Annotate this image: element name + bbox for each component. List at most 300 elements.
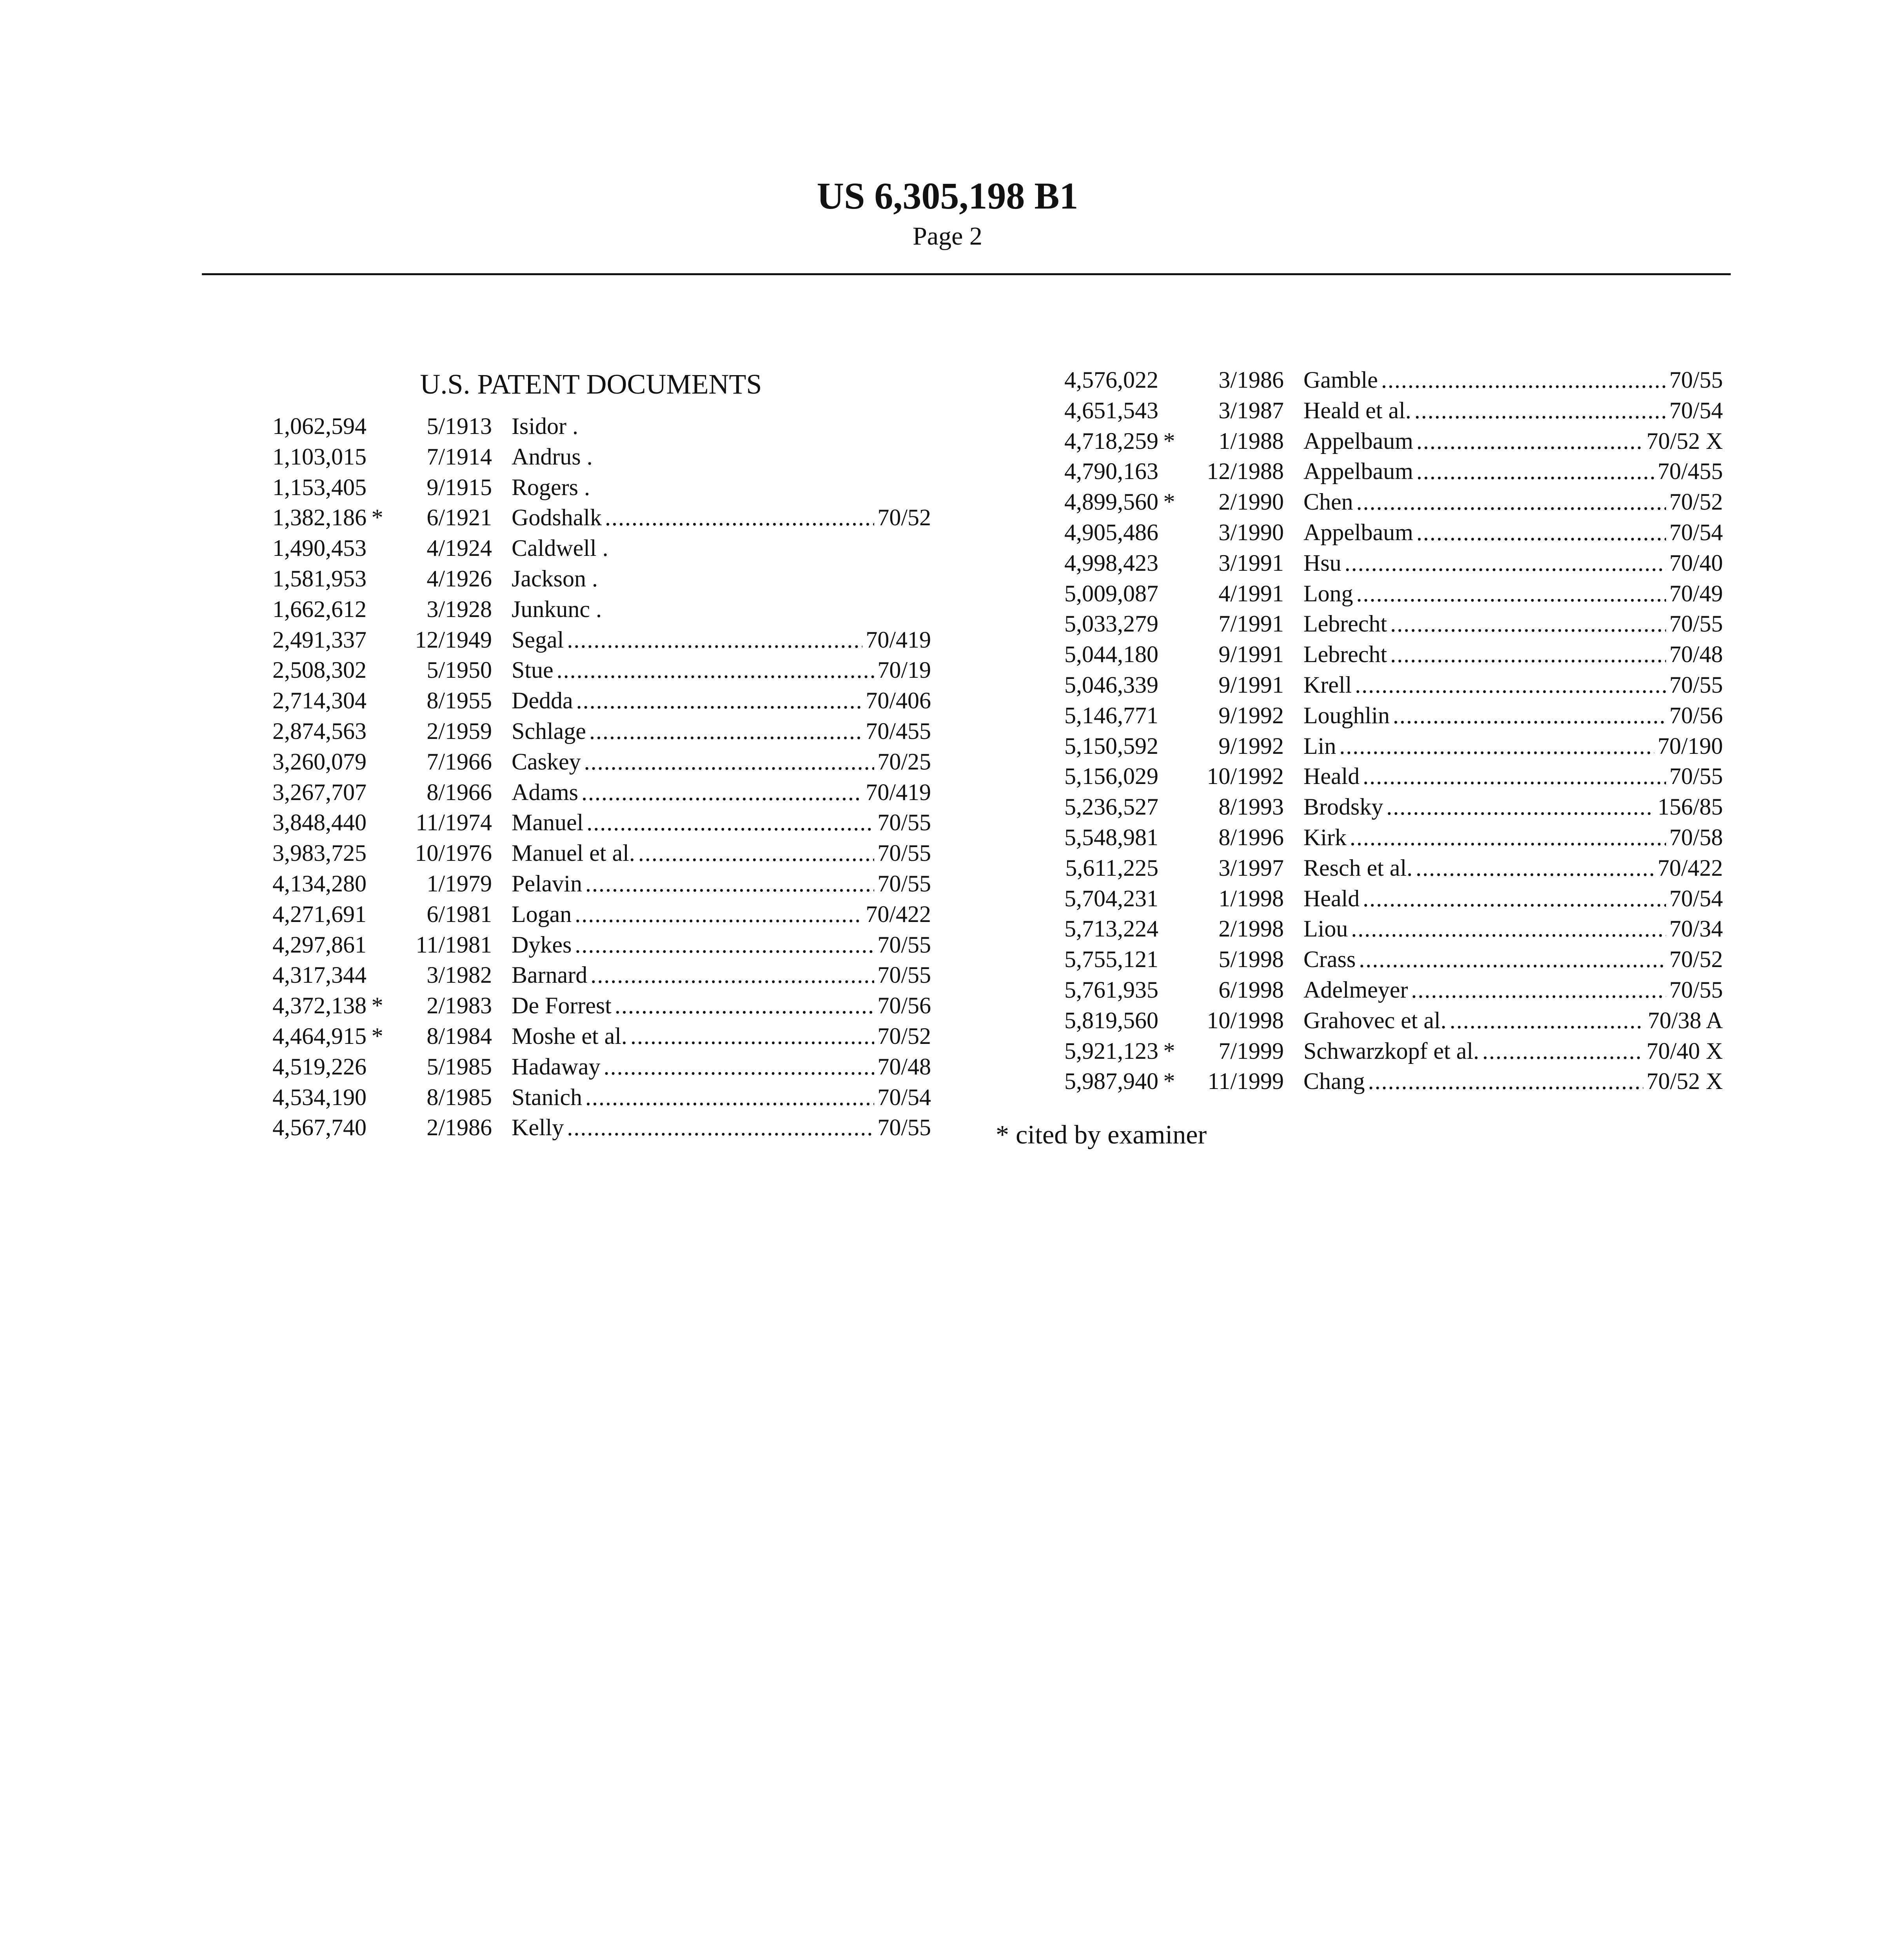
classification: 70/455 <box>1657 458 1723 485</box>
inventor-cell <box>1303 824 1723 851</box>
inventor-cell <box>1303 1038 1723 1065</box>
issue-date: 10/1998 <box>1207 1007 1284 1033</box>
inventor-name: Lebrecht <box>1303 611 1387 637</box>
reference-row <box>1043 1038 1723 1068</box>
dot-leader <box>615 992 874 1019</box>
inventor-cell <box>512 870 931 897</box>
inventor-name: Heald <box>1303 763 1360 789</box>
inventor-cell <box>512 413 931 440</box>
patent-num: 5,713,224 <box>1064 916 1158 942</box>
patent-num: 3,267,707 <box>272 779 367 805</box>
classification: 70/58 <box>1669 824 1723 850</box>
issue-date: 8/1985 <box>427 1084 492 1110</box>
patent-num: 4,905,486 <box>1064 519 1158 545</box>
issue-date: 2/1998 <box>1218 916 1284 942</box>
inventor-name: Liou <box>1303 916 1348 942</box>
patent-num: 1,490,453 <box>272 535 367 561</box>
patent-num: 5,611,225 <box>1065 855 1158 881</box>
issue-date: 1/1998 <box>1218 885 1284 911</box>
dot-leader <box>575 931 874 958</box>
reference-row <box>251 1084 931 1114</box>
inventor-cell <box>1303 885 1723 912</box>
inventor-name: Crass <box>1303 946 1356 973</box>
dot-leader <box>1482 1038 1643 1065</box>
issue-date: 8/1996 <box>1218 824 1284 850</box>
inventor-name: Caskey <box>512 748 581 775</box>
inventor-name: Segal <box>512 626 564 653</box>
classification: 70/55 <box>877 1114 931 1141</box>
classification: 70/54 <box>877 1084 931 1110</box>
patent-num: 5,156,029 <box>1064 763 1158 789</box>
patent-num: 4,567,740 <box>272 1114 367 1141</box>
patent-num: 4,651,543 <box>1064 397 1158 423</box>
reference-row <box>251 474 931 505</box>
issue-date: 3/1986 <box>1218 367 1284 393</box>
inventor-name: Grahovec et al. <box>1303 1007 1447 1033</box>
inventor-name: Lin <box>1303 733 1336 759</box>
reference-row <box>1043 793 1723 824</box>
dot-leader <box>1416 458 1654 485</box>
inventor-cell <box>512 504 931 531</box>
patent-num: 1,382,186 <box>272 505 367 531</box>
inventor-cell <box>512 626 931 653</box>
inventor-cell <box>1303 1007 1723 1034</box>
classification: 70/55 <box>877 870 931 897</box>
classification: 70/55 <box>877 931 931 958</box>
inventor-name: Pelavin <box>512 870 582 897</box>
cited-marker: * <box>1163 428 1175 454</box>
issue-date: 5/1998 <box>1218 946 1284 973</box>
inventor-name: Schwarzkopf et al. <box>1303 1038 1479 1064</box>
dot-leader <box>1339 733 1654 760</box>
patent-num: 2,714,304 <box>272 688 367 714</box>
reference-row <box>1043 610 1723 641</box>
reference-row <box>251 1053 931 1084</box>
reference-row <box>1043 580 1723 611</box>
patent-num: 4,297,861 <box>272 931 367 958</box>
inventor-cell <box>512 809 931 836</box>
issue-date: 11/1999 <box>1207 1068 1284 1094</box>
classification: 70/38 A <box>1648 1007 1723 1033</box>
issue-date: 8/1955 <box>427 688 492 714</box>
inventor-name: Chang <box>1303 1068 1365 1094</box>
reference-row <box>1043 458 1723 488</box>
classification: 70/455 <box>866 718 931 744</box>
patent-num: 2,508,302 <box>272 657 367 683</box>
dot-leader <box>589 718 862 745</box>
issue-date: 3/1997 <box>1218 855 1284 881</box>
inventor-cell <box>1303 428 1723 455</box>
classification: 70/40 <box>1669 550 1723 576</box>
dot-leader <box>1368 1068 1643 1095</box>
inventor-cell <box>1303 610 1723 637</box>
reference-row <box>251 809 931 840</box>
inventor-cell <box>512 1084 931 1111</box>
reference-row <box>251 504 931 535</box>
reference-row <box>251 1114 931 1145</box>
reference-row <box>1043 671 1723 702</box>
classification: 70/190 <box>1657 733 1723 759</box>
issue-date: 6/1998 <box>1218 976 1284 1003</box>
reference-row <box>1043 763 1723 793</box>
patent-num: 5,704,231 <box>1064 885 1158 911</box>
patent-num: 5,819,560 <box>1064 1007 1158 1033</box>
classification: 70/56 <box>1669 702 1723 728</box>
issue-date: 5/1985 <box>427 1053 492 1080</box>
dot-leader <box>1351 915 1666 942</box>
classification: 70/406 <box>866 688 931 714</box>
reference-row <box>251 718 931 748</box>
reference-row <box>1043 702 1723 733</box>
patent-num: 5,761,935 <box>1064 976 1158 1003</box>
issue-date: 7/1966 <box>427 748 492 775</box>
issue-date: 3/1991 <box>1218 550 1284 576</box>
dot-leader <box>1363 763 1666 790</box>
issue-date: 9/1991 <box>1218 641 1284 668</box>
classification: 70/422 <box>1657 855 1723 881</box>
issue-date: 7/1914 <box>427 443 492 470</box>
classification: 70/34 <box>1669 916 1723 942</box>
inventor-name: Isidor . <box>512 413 578 439</box>
inventor-name: Manuel et al. <box>512 840 635 866</box>
patent-num: 5,033,279 <box>1064 611 1158 637</box>
dot-leader <box>1345 550 1666 577</box>
reference-row <box>1043 519 1723 550</box>
inventor-cell <box>1303 641 1723 668</box>
dot-leader <box>585 1084 874 1111</box>
left-reference-list <box>251 413 931 1145</box>
inventor-cell <box>1303 793 1723 820</box>
patent-num: 2,491,337 <box>272 626 367 653</box>
page-header <box>0 174 1895 252</box>
inventor-name: Dykes <box>512 931 572 958</box>
classification: 70/52 X <box>1646 428 1723 454</box>
inventor-name: Lebrecht <box>1303 641 1387 668</box>
inventor-cell <box>512 901 931 928</box>
patent-num: 4,576,022 <box>1064 367 1158 393</box>
inventor-name: De Forrest <box>512 993 612 1019</box>
inventor-name: Heald et al. <box>1303 397 1411 423</box>
inventor-cell <box>512 962 931 989</box>
reference-row <box>1043 367 1723 397</box>
cited-marker: * <box>371 1023 383 1049</box>
classification: 70/55 <box>877 840 931 866</box>
reference-row <box>251 1023 931 1053</box>
reference-row <box>251 535 931 565</box>
issue-date: 4/1924 <box>427 535 492 561</box>
inventor-name: Resch et al. <box>1303 855 1413 881</box>
dot-leader <box>576 687 863 714</box>
issue-date: 6/1981 <box>427 901 492 927</box>
reference-row <box>251 565 931 596</box>
inventor-cell <box>1303 458 1723 485</box>
patent-num: 4,998,423 <box>1064 550 1158 576</box>
patent-num: 3,260,079 <box>272 748 367 775</box>
reference-row <box>1043 915 1723 946</box>
reference-row <box>251 687 931 718</box>
issue-date: 2/1983 <box>427 993 492 1019</box>
inventor-name: Rogers . <box>512 474 590 500</box>
patent-num: 4,134,280 <box>272 870 367 897</box>
patent-num: 5,548,981 <box>1064 824 1158 850</box>
issue-date: 3/1990 <box>1218 519 1284 545</box>
inventor-name: Logan <box>512 901 572 927</box>
dot-leader <box>1414 397 1666 424</box>
classification: 70/54 <box>1669 397 1723 423</box>
patent-num: 4,534,190 <box>272 1084 367 1110</box>
inventor-name: Adelmeyer <box>1303 976 1408 1003</box>
issue-date: 11/1974 <box>416 809 492 836</box>
inventor-cell <box>1303 550 1723 577</box>
reference-row <box>251 931 931 962</box>
patent-number: US 6,305,198 B1 <box>817 175 1078 217</box>
cited-marker: * <box>1163 1038 1175 1064</box>
inventor-name: Moshe et al. <box>512 1023 627 1049</box>
dot-leader <box>1356 488 1666 515</box>
patent-num: 4,464,915 <box>272 1023 367 1049</box>
dot-leader <box>1359 946 1666 973</box>
patent-num: 1,153,405 <box>272 474 367 500</box>
patent-num: 5,009,087 <box>1064 580 1158 606</box>
inventor-name: Stue <box>512 657 554 683</box>
dot-leader <box>1390 610 1666 637</box>
inventor-cell <box>512 718 931 745</box>
reference-row <box>1043 885 1723 916</box>
classification: 70/52 <box>1669 946 1723 973</box>
classification: 70/55 <box>1669 763 1723 789</box>
patent-num: 4,519,226 <box>272 1053 367 1080</box>
inventor-name: Hsu <box>1303 550 1341 576</box>
classification: 70/54 <box>1669 885 1723 911</box>
reference-row <box>1043 550 1723 580</box>
classification: 70/40 X <box>1646 1038 1723 1064</box>
dot-leader <box>1356 580 1666 607</box>
issue-date: 1/1979 <box>427 870 492 897</box>
patent-num: 5,921,123 <box>1064 1038 1158 1064</box>
issue-date: 4/1926 <box>427 565 492 592</box>
inventor-cell <box>512 840 931 867</box>
issue-date: 2/1990 <box>1218 489 1284 515</box>
inventor-cell <box>1303 367 1723 394</box>
header-rule <box>202 273 1731 275</box>
issue-date: 5/1913 <box>427 413 492 439</box>
classification: 70/55 <box>1669 671 1723 698</box>
dot-leader <box>1393 702 1666 729</box>
inventor-name: Adams <box>512 779 578 805</box>
cited-marker: * <box>371 993 383 1019</box>
inventor-cell <box>1303 976 1723 1004</box>
inventor-name: Barnard <box>512 962 588 988</box>
issue-date: 8/1966 <box>427 779 492 805</box>
right-reference-list <box>1043 367 1723 1098</box>
classification: 70/55 <box>1669 611 1723 637</box>
issue-date: 2/1959 <box>427 718 492 744</box>
inventor-name: Caldwell . <box>512 535 608 561</box>
reference-row <box>1043 488 1723 519</box>
patent-num: 1,062,594 <box>272 413 367 439</box>
dot-leader <box>630 1023 874 1050</box>
patent-num: 5,987,940 <box>1064 1068 1158 1094</box>
reference-row <box>1043 733 1723 763</box>
inventor-cell <box>512 535 931 562</box>
inventor-cell <box>1303 488 1723 515</box>
dot-leader <box>1355 671 1666 699</box>
issue-date: 5/1950 <box>427 657 492 683</box>
cited-marker: * <box>1163 489 1175 515</box>
patent-num: 4,899,560 <box>1064 489 1158 515</box>
classification: 70/19 <box>877 657 931 683</box>
issue-date: 1/1988 <box>1218 428 1284 454</box>
inventor-cell <box>512 687 931 714</box>
classification: 70/52 <box>877 505 931 531</box>
dot-leader <box>1386 793 1654 820</box>
classification: 70/55 <box>1669 367 1723 393</box>
classification: 70/419 <box>866 779 931 805</box>
patent-num: 5,146,771 <box>1064 702 1158 728</box>
patent-num: 3,983,725 <box>272 840 367 866</box>
inventor-name: Jackson . <box>512 565 598 592</box>
inventor-cell <box>512 1053 931 1080</box>
reference-row <box>1043 824 1723 855</box>
dot-leader <box>1416 855 1654 882</box>
issue-date: 4/1991 <box>1218 580 1284 606</box>
issue-date: 8/1993 <box>1218 794 1284 820</box>
patent-num: 5,236,527 <box>1064 794 1158 820</box>
patent-num: 1,662,612 <box>272 596 367 622</box>
dot-leader <box>1416 519 1666 546</box>
dot-leader <box>1450 1007 1645 1034</box>
inventor-name: Schlage <box>512 718 586 744</box>
issue-date: 10/1992 <box>1207 763 1284 789</box>
issue-date: 7/1991 <box>1218 611 1284 637</box>
reference-row <box>1043 946 1723 976</box>
reference-row <box>251 413 931 443</box>
classification: 70/54 <box>1669 519 1723 545</box>
inventor-name: Kelly <box>512 1114 564 1141</box>
reference-row <box>1043 641 1723 671</box>
inventor-cell <box>1303 946 1723 973</box>
inventor-cell <box>1303 397 1723 424</box>
issue-date: 11/1981 <box>416 931 492 958</box>
reference-row <box>251 626 931 657</box>
reference-row <box>1043 976 1723 1007</box>
inventor-cell <box>512 443 931 470</box>
inventor-name: Long <box>1303 580 1353 606</box>
issue-date: 2/1986 <box>427 1114 492 1141</box>
classification: 70/422 <box>866 901 931 927</box>
dot-leader <box>581 779 862 806</box>
classification: 70/52 <box>1669 489 1723 515</box>
reference-row <box>251 443 931 474</box>
classification: 70/48 <box>1669 641 1723 668</box>
section-title: U.S. PATENT DOCUMENTS <box>420 368 762 400</box>
reference-row <box>1043 855 1723 885</box>
inventor-name: Appelbaum <box>1303 519 1413 545</box>
issue-date: 7/1999 <box>1218 1038 1284 1064</box>
dot-leader <box>605 504 874 531</box>
inventor-cell <box>512 931 931 958</box>
inventor-cell <box>512 748 931 775</box>
patent-num: 4,372,138 <box>272 993 367 1019</box>
patent-num: 3,848,440 <box>272 809 367 836</box>
issue-date: 12/1988 <box>1207 458 1284 485</box>
inventor-name: Heald <box>1303 885 1360 911</box>
patent-num: 5,755,121 <box>1064 946 1158 973</box>
dot-leader <box>604 1053 875 1080</box>
inventor-cell <box>1303 519 1723 546</box>
inventor-name: Manuel <box>512 809 584 836</box>
inventor-cell <box>1303 915 1723 942</box>
dot-leader <box>1381 367 1666 394</box>
dot-leader <box>1416 428 1643 455</box>
inventor-cell <box>512 596 931 623</box>
inventor-name: Junkunc . <box>512 596 602 622</box>
inventor-name: Andrus . <box>512 443 593 470</box>
classification: 70/52 <box>877 1023 931 1049</box>
inventor-name: Gamble <box>1303 367 1378 393</box>
patent-num: 4,271,691 <box>272 901 367 927</box>
reference-row <box>251 657 931 687</box>
inventor-cell <box>1303 671 1723 699</box>
issue-date: 3/1982 <box>427 962 492 988</box>
reference-row <box>251 962 931 992</box>
patent-num: 4,317,344 <box>272 962 367 988</box>
inventor-name: Krell <box>1303 671 1352 698</box>
reference-row <box>251 748 931 779</box>
reference-row <box>1043 428 1723 458</box>
patent-num: 1,581,953 <box>272 565 367 592</box>
issue-date: 9/1992 <box>1218 733 1284 759</box>
reference-row <box>1043 1007 1723 1038</box>
patent-num: 4,718,259 <box>1064 428 1158 454</box>
inventor-cell <box>1303 702 1723 729</box>
dot-leader <box>557 657 875 684</box>
dot-leader <box>1411 976 1666 1004</box>
left-column <box>251 367 931 1145</box>
classification: 70/419 <box>866 626 931 653</box>
classification: 70/48 <box>877 1053 931 1080</box>
classification: 70/25 <box>877 748 931 775</box>
issue-date: 12/1949 <box>415 626 492 653</box>
cited-marker: * <box>371 505 383 531</box>
inventor-cell <box>1303 1068 1723 1095</box>
issue-date: 3/1987 <box>1218 397 1284 423</box>
inventor-cell <box>512 779 931 806</box>
reference-row <box>251 901 931 931</box>
classification: 70/55 <box>877 809 931 836</box>
reference-row <box>1043 397 1723 428</box>
reference-row <box>1043 1068 1723 1098</box>
issue-date: 10/1976 <box>415 840 492 866</box>
classification: 70/55 <box>1669 976 1723 1003</box>
classification: 70/49 <box>1669 580 1723 606</box>
dot-leader <box>567 1114 874 1141</box>
patent-num: 5,046,339 <box>1064 671 1158 698</box>
inventor-cell <box>512 565 931 592</box>
inventor-name: Appelbaum <box>1303 428 1413 454</box>
dot-leader <box>1363 885 1666 912</box>
classification: 70/55 <box>877 962 931 988</box>
reference-row <box>251 596 931 626</box>
inventor-cell <box>512 657 931 684</box>
inventor-cell <box>512 474 931 501</box>
reference-row <box>251 992 931 1023</box>
right-column <box>1043 367 1723 1098</box>
inventor-name: Stanich <box>512 1084 582 1110</box>
patent-num: 2,874,563 <box>272 718 367 744</box>
dot-leader <box>1390 641 1666 668</box>
classification: 70/52 X <box>1646 1068 1723 1094</box>
